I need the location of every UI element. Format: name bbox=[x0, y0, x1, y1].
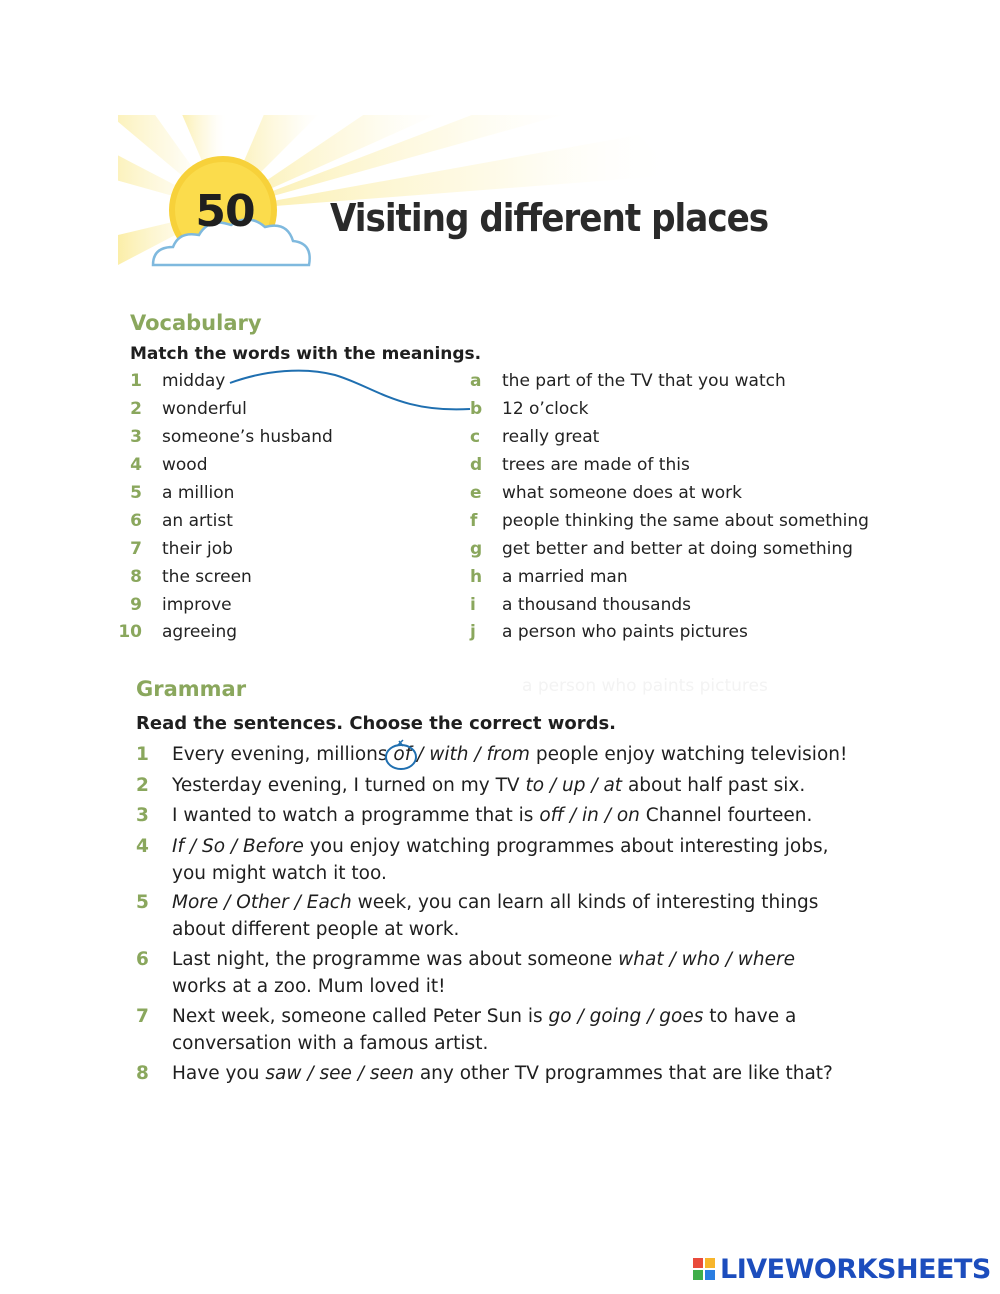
options[interactable]: More / Other / Each bbox=[172, 892, 352, 913]
word-number: 10 bbox=[118, 622, 142, 642]
word-number: 1 bbox=[130, 371, 142, 391]
match-word[interactable]: improve bbox=[162, 595, 232, 615]
word-number: 2 bbox=[130, 399, 142, 419]
match-row bbox=[118, 592, 878, 618]
match-meaning[interactable]: trees are made of this bbox=[502, 455, 690, 475]
match-row bbox=[118, 564, 878, 590]
match-word[interactable]: midday bbox=[162, 371, 226, 391]
meaning-letter: i bbox=[470, 595, 476, 615]
liveworksheets-logo[interactable] bbox=[692, 1255, 991, 1283]
match-word[interactable]: the screen bbox=[162, 567, 252, 587]
match-word[interactable]: their job bbox=[162, 539, 233, 559]
word-number: 3 bbox=[130, 427, 142, 447]
answer-circle bbox=[383, 738, 423, 772]
sentence-number: 2 bbox=[136, 775, 149, 796]
word-number: 9 bbox=[130, 595, 142, 615]
match-row bbox=[118, 536, 878, 562]
match-meaning[interactable]: get better and better at doing something bbox=[502, 539, 853, 559]
match-word[interactable]: an artist bbox=[162, 511, 233, 531]
ghost-text: a person who paints pictures bbox=[522, 676, 768, 696]
match-row bbox=[118, 452, 878, 478]
match-word[interactable]: agreeing bbox=[162, 622, 238, 642]
match-row bbox=[118, 480, 878, 506]
match-meaning[interactable]: what someone does at work bbox=[502, 483, 743, 503]
grammar-heading: Grammar bbox=[136, 677, 247, 701]
logo-text: LIVEWORKSHEETS bbox=[720, 1253, 991, 1285]
match-meaning[interactable]: a married man bbox=[502, 567, 628, 587]
sentence-number: 3 bbox=[136, 805, 149, 826]
sentence-number: 4 bbox=[136, 836, 149, 857]
options[interactable]: If / So / Before bbox=[172, 836, 304, 857]
meaning-letter: g bbox=[470, 539, 483, 559]
match-meaning[interactable]: 12 o’clock bbox=[502, 399, 589, 419]
meaning-letter: h bbox=[470, 567, 483, 587]
logo-squares-icon bbox=[692, 1257, 716, 1281]
meaning-letter: a bbox=[470, 371, 482, 391]
sentence-number: 5 bbox=[136, 892, 149, 913]
chapter-number: 50 bbox=[195, 186, 255, 237]
meaning-letter: d bbox=[470, 455, 483, 475]
meaning-letter: e bbox=[470, 483, 482, 503]
meaning-letter: f bbox=[470, 511, 478, 531]
meaning-letter: b bbox=[470, 399, 483, 419]
match-row bbox=[118, 619, 878, 645]
options[interactable]: off / in / on bbox=[539, 805, 640, 826]
meaning-letter: c bbox=[470, 427, 481, 447]
match-word[interactable]: wood bbox=[162, 455, 208, 475]
sentence-number: 7 bbox=[136, 1006, 149, 1027]
match-meaning[interactable]: a thousand thousands bbox=[502, 595, 691, 615]
option-circled[interactable]: of bbox=[393, 744, 412, 765]
match-word[interactable]: someone’s husband bbox=[162, 427, 333, 447]
match-meaning[interactable]: a person who paints pictures bbox=[502, 622, 748, 642]
options[interactable]: go / going / goes bbox=[548, 1006, 704, 1027]
meaning-letter: j bbox=[470, 622, 476, 642]
options[interactable]: what / who / where bbox=[618, 949, 796, 970]
match-meaning[interactable]: really great bbox=[502, 427, 600, 447]
vocabulary-heading: Vocabulary bbox=[130, 311, 262, 335]
word-number: 5 bbox=[130, 483, 142, 503]
word-number: 6 bbox=[130, 511, 142, 531]
match-word[interactable]: a million bbox=[162, 483, 235, 503]
options[interactable]: to / up / at bbox=[525, 775, 623, 796]
sentence-number: 1 bbox=[136, 744, 149, 765]
match-row bbox=[118, 508, 878, 534]
match-meaning[interactable]: the part of the TV that you watch bbox=[502, 371, 786, 391]
vocabulary-instruction: Match the words with the meanings. bbox=[130, 344, 482, 364]
match-meaning[interactable]: people thinking the same about something bbox=[502, 511, 869, 531]
options[interactable]: saw / see / seen bbox=[265, 1063, 414, 1084]
word-number: 7 bbox=[130, 539, 142, 559]
grammar-instruction: Read the sentences. Choose the correct words. bbox=[136, 713, 617, 734]
match-row bbox=[118, 424, 878, 450]
page-title: Visiting different places bbox=[330, 196, 769, 240]
options[interactable]: / with / from bbox=[411, 744, 530, 765]
sentence-number: 6 bbox=[136, 949, 149, 970]
sentence-number: 8 bbox=[136, 1063, 149, 1084]
match-word[interactable]: wonderful bbox=[162, 399, 247, 419]
word-number: 4 bbox=[130, 455, 142, 475]
word-number: 8 bbox=[130, 567, 142, 587]
matching-line bbox=[225, 365, 475, 420]
